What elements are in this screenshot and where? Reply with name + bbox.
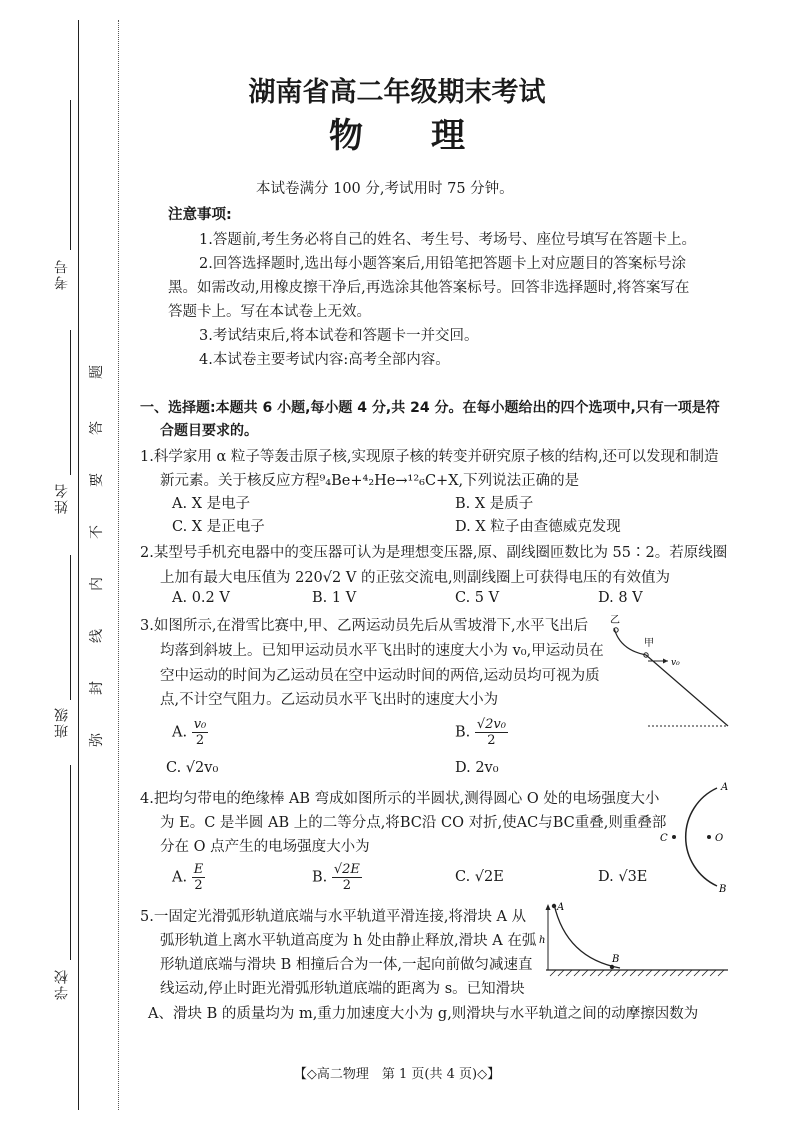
- name-field[interactable]: [70, 330, 71, 475]
- question-3-option-b: B. $\frac{\text{√2v₀}}{2}$: [455, 717, 506, 748]
- question-2-text: 2.某型号手机充电器中的变压器可认为是理想变压器,原、副线圈匝数比为 55∶2。若原线圈: [140, 545, 728, 561]
- school-field[interactable]: [70, 765, 71, 960]
- label-o: O: [715, 833, 724, 844]
- point-o: [707, 835, 711, 839]
- side-label-school: 学校: [54, 968, 70, 1000]
- block-b: [610, 965, 614, 969]
- question-1-option-b: B. X 是质子: [455, 496, 534, 512]
- question-1-option-d: D. X 粒子由查德威克发现: [455, 519, 621, 535]
- note-line: 1.答题前,考生务必将自己的姓名、考生号、考场号、座位号填写在答题卡上。: [199, 232, 696, 248]
- fraction: $\frac{E}{2}$: [193, 862, 204, 893]
- label-a: A: [721, 782, 729, 793]
- question-3-text: 点,不计空气阻力。乙运动员水平飞出时的速度大小为: [160, 692, 499, 708]
- velocity-arrowhead: [663, 659, 668, 664]
- question-4-option-a: A. $\frac{E}{2}$: [172, 862, 204, 893]
- question-5-text: 线运动,停止时距光滑弧形轨道底端的距离为 s。已知滑块: [160, 981, 525, 997]
- page-footer: 【◇高二物理 第 1 页(共 4 页)◇】: [293, 1067, 501, 1082]
- subject-title: 物 理: [329, 116, 465, 156]
- fraction: $\frac{\text{v₀}}{2}$: [193, 717, 207, 748]
- seal-char: 答: [89, 421, 105, 435]
- note-line: 答题卡上。写在本试卷上无效。: [168, 304, 371, 320]
- block-a: [552, 904, 556, 908]
- landing-slope: [646, 655, 728, 726]
- question-4-option-b: B. $\frac{√2E}{2}$: [312, 862, 360, 893]
- question-4-option-c: C. √2E: [455, 869, 504, 885]
- side-label-exam-number: 考号: [54, 258, 70, 290]
- fraction: $\frac{\text{√2v₀}}{2}$: [476, 717, 506, 748]
- note-line: 黑。如需改动,用橡皮擦干净后,再选涂其他答案标号。回答非选择题时,将答案写在: [168, 280, 690, 296]
- question-1-text: 1.科学家用 α 粒子等轰击原子核,实现原子核的转变并研究原子核的结构,还可以发现和制造: [140, 449, 719, 465]
- question-2-option-a: A. 0.2 V: [172, 590, 230, 606]
- question-2-option-b: B. 1 V: [312, 590, 357, 606]
- question-3-option-a: A. $\frac{\text{v₀}}{2}$: [172, 717, 207, 748]
- label-b: B: [719, 884, 727, 895]
- label-h: h: [539, 935, 546, 946]
- note-line: 3.考试结束后,将本试卷和答题卡一并交回。: [199, 328, 479, 344]
- label-b: B: [612, 954, 620, 965]
- side-label-name: 姓名: [54, 482, 70, 514]
- seal-char: 线: [89, 629, 105, 643]
- semicircle-rod-figure: [655, 780, 750, 895]
- seal-char: 弥: [89, 733, 105, 747]
- seal-char: 内: [89, 577, 105, 591]
- section-heading-cont: 合题目要求的。: [160, 423, 258, 439]
- arc-track: [554, 904, 620, 968]
- track-hatching: [550, 970, 724, 976]
- note-line: 4.本试卷主要考试内容:高考全部内容。: [199, 352, 450, 368]
- fraction: $\frac{√2E}{2}$: [333, 862, 360, 893]
- seal-char: 要: [89, 473, 105, 487]
- question-4-text: 分在 O 点产生的电场强度大小为: [160, 839, 370, 855]
- question-4-text: 为 E。C 是半圆 AB 上的二等分点,将BC沿 CO 对折,使AC与BC重叠,则重叠部: [160, 815, 667, 831]
- height-arrowhead-top: [546, 904, 551, 910]
- ski-slope-curve: [614, 628, 646, 655]
- question-3-text: 3.如图所示,在滑雪比赛中,甲、乙两运动员先后从雪坡滑下,水平飞出后: [140, 618, 589, 634]
- section-heading: 一、选择题:本题共 6 小题,每小题 4 分,共 24 分。在每小题给出的四个选项中,只有一项是符: [140, 400, 720, 416]
- question-4-text: 4.把均匀带电的绝缘棒 AB 弯成如图所示的半圆状,测得圆心 O 处的电场强度大小: [140, 791, 660, 807]
- ski-jump-figure: [610, 610, 735, 735]
- question-2-option-d: D. 8 V: [598, 590, 643, 606]
- binding-margin-dashed-line: [118, 20, 119, 1110]
- label-a: A: [557, 902, 565, 913]
- question-3-option-d: D. 2v₀: [455, 760, 499, 776]
- question-1-option-a: A. X 是电子: [172, 496, 251, 512]
- question-5-text: 形轨道底端与滑块 B 相撞后合为一体,一起向前做匀减速直: [160, 957, 533, 973]
- seal-char: 题: [89, 365, 105, 379]
- side-label-class: 班级: [54, 706, 70, 738]
- question-3-text: 空中运动的时间为乙运动员在空中运动时间的两倍,运动员均可视为质: [160, 668, 600, 684]
- arc-track-figure: [538, 898, 733, 980]
- question-2-text: 上加有最大电压值为 220√2 V 的正弦交流电,则副线圈上可获得电压的有效值为: [160, 570, 671, 586]
- exam-title: 湖南省高二年级期末考试: [248, 77, 546, 108]
- question-3-text: 均落到斜坡上。已知甲运动员水平飞出时的速度大小为 v₀,甲运动员在: [160, 643, 604, 659]
- question-5-text: A、滑块 B 的质量均为 m,重力加速度大小为 g,则滑块与水平轨道之间的动摩擦因数为: [148, 1006, 699, 1022]
- question-1-option-c: C. X 是正电子: [172, 519, 265, 535]
- label-c: C: [660, 833, 668, 844]
- point-c: [672, 835, 676, 839]
- label-v0: v₀: [671, 658, 680, 668]
- seal-char: 封: [89, 681, 105, 695]
- class-field[interactable]: [70, 555, 71, 700]
- binding-margin-solid-line: [78, 20, 79, 1110]
- exam-info: 本试卷满分 100 分,考试用时 75 分钟。: [256, 181, 514, 197]
- seal-char: 不: [89, 525, 105, 539]
- question-4-option-d: D. √3E: [598, 869, 648, 885]
- question-5-text: 弧形轨道上离水平轨道高度为 h 处由静止释放,滑块 A 在弧: [160, 933, 537, 949]
- note-line: 2.回答选择题时,选出每小题答案后,用铅笔把答题卡上对应题目的答案标号涂: [199, 256, 687, 272]
- notes-heading: 注意事项:: [168, 207, 232, 223]
- question-1-text: 新元素。关于核反应方程⁹₄Be+⁴₂He→¹²₆C+X,下列说法正确的是: [160, 473, 580, 489]
- question-2-option-c: C. 5 V: [455, 590, 500, 606]
- question-3-option-c: C. √2v₀: [166, 760, 219, 776]
- label-yi: 乙: [610, 615, 620, 626]
- question-5-text: 5.一固定光滑弧形轨道底端与水平轨道平滑连接,将滑块 A 从: [140, 909, 527, 925]
- semicircle-rod: [686, 788, 717, 886]
- label-jia: 甲: [644, 638, 654, 649]
